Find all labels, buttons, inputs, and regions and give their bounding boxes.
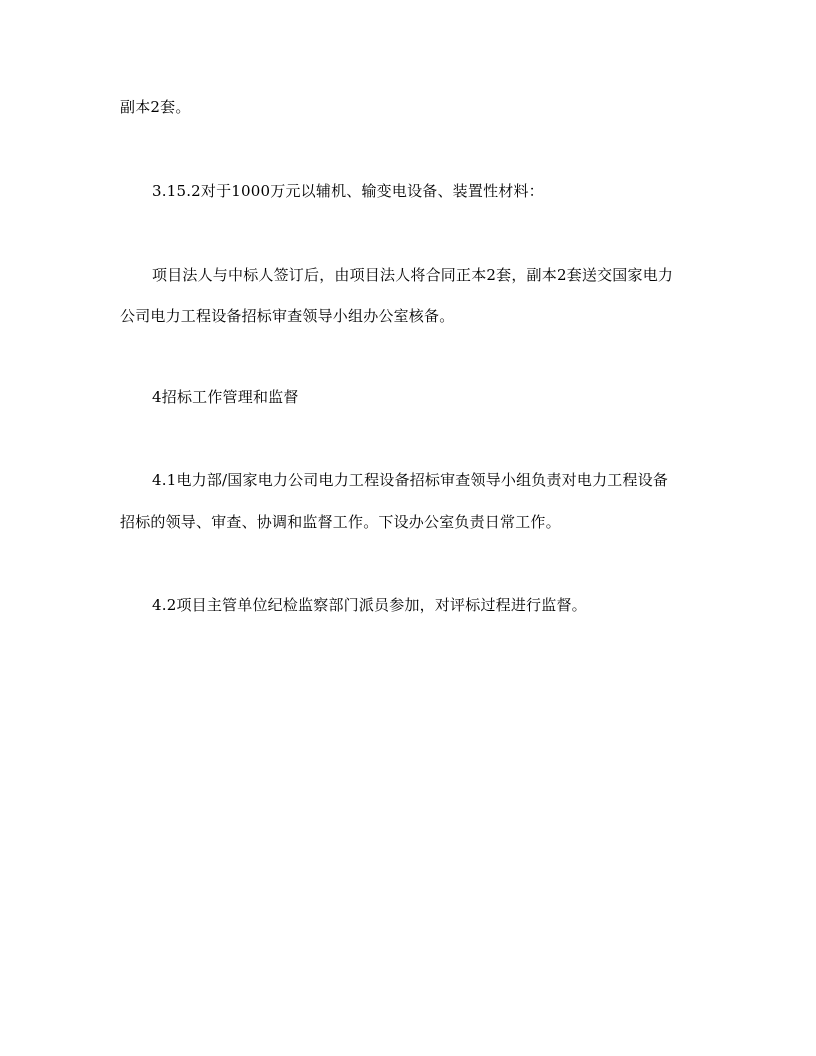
clause-4-2: 4.2项目主管单位纪检监察部门派员参加，对评标过程进行监督。 <box>152 596 587 614</box>
clause-4-1-line-2: 招标的领导、审查、协调和监督工作。下设办公室负责日常工作。 <box>120 513 561 531</box>
clause-4-1-line-1: 4.1电力部/国家电力公司电力工程设备招标审查领导小组负责对电力工程设备 <box>152 471 669 489</box>
clause-3-15-2-body-line-2: 公司电力工程设备招标审查领导小组办公室核备。 <box>120 307 455 325</box>
clause-3-15-2-heading: 3.15.2对于1000万元以辅机、输变电设备、装置性材料： <box>152 182 544 200</box>
clause-3-15-2-body-line-1: 项目法人与中标人签订后，由项目法人将合同正本2套，副本2套送交国家电力 <box>152 266 674 284</box>
section-4-heading: 4招标工作管理和监督 <box>152 388 299 406</box>
paragraph-continuation: 副本2套。 <box>120 98 191 116</box>
